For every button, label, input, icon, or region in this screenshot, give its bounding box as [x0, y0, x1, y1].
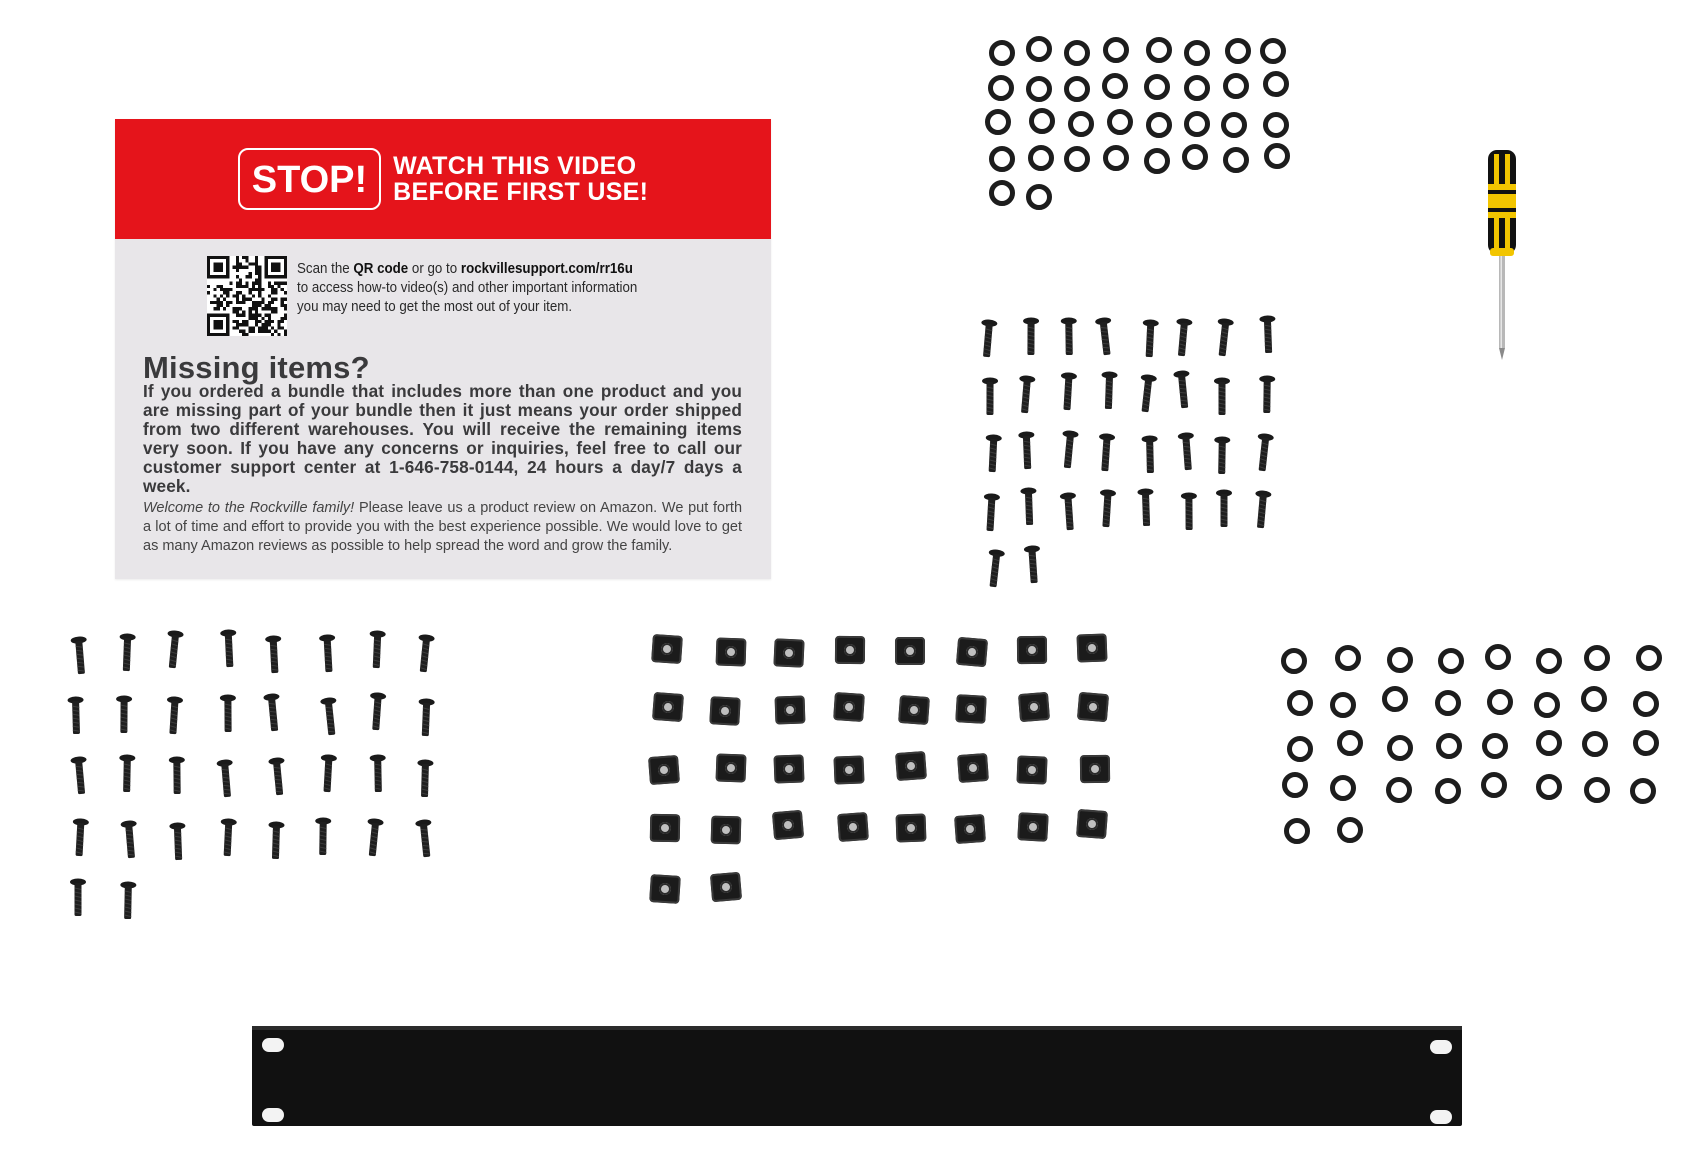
flat-washer: [1534, 692, 1560, 718]
rack-screw: [1213, 377, 1231, 417]
flat-washer: [1026, 36, 1052, 62]
cage-nut: [709, 696, 740, 726]
rack-screw: [1100, 371, 1119, 412]
cage-nut: [955, 694, 987, 724]
rack-screw: [1173, 369, 1195, 411]
flat-washer: [1330, 692, 1356, 718]
rack-screw: [163, 629, 185, 671]
rack-screw: [369, 754, 388, 794]
scan-mid: or go to: [408, 261, 461, 277]
cage-nut: [898, 695, 930, 725]
flat-washer: [1330, 775, 1356, 801]
qr-section: [207, 256, 707, 336]
rack-screw: [66, 696, 85, 736]
rack-screw: [1096, 488, 1116, 529]
rack-screw: [1058, 372, 1078, 413]
flat-washer: [1184, 75, 1210, 101]
rack-screw: [367, 630, 387, 671]
rack-screw: [267, 757, 289, 799]
support-url[interactable]: rockvillesupport.com/rr16u: [460, 261, 633, 277]
flat-washer: [1281, 648, 1307, 674]
cage-nut: [772, 810, 804, 840]
rack-screw: [119, 820, 140, 861]
qr-code-icon: [207, 256, 287, 336]
flat-washer: [1335, 645, 1361, 671]
cage-nut: [1077, 634, 1108, 663]
rack-screw: [981, 492, 1001, 533]
flat-washer: [1260, 38, 1286, 64]
flat-washer: [1536, 774, 1562, 800]
flat-washer: [1263, 71, 1289, 97]
watch-video-text: [393, 153, 648, 205]
flat-washer: [1584, 777, 1610, 803]
rack-screw: [218, 818, 238, 859]
flat-washer: [1337, 730, 1363, 756]
flat-washer: [1184, 111, 1210, 137]
cage-nut: [774, 638, 805, 667]
flat-washer: [1103, 37, 1129, 63]
welcome-italic: Welcome to the Rockville family!: [143, 500, 355, 516]
flat-washer: [985, 109, 1011, 135]
card-banner: [115, 119, 771, 239]
cage-nut: [710, 872, 742, 902]
flat-washer: [1026, 184, 1052, 210]
rack-screw: [168, 756, 186, 796]
flat-washer: [1284, 818, 1310, 844]
rack-screw: [318, 633, 338, 674]
missing-items-body: If you ordered a bundle that includes more than one product and you are missing part of your bundle then it just means your order shipped from two different warehouses. You will receive the remaining items very soon. If you have any concerns or inquiries, feel free to call our customer support center at 1-646-758-0144, 24 hours a day/7 days a week.: [143, 381, 742, 496]
rack-screw: [364, 817, 386, 859]
rack-screw: [1258, 314, 1277, 355]
rack-screw: [216, 758, 237, 799]
rack-screw: [1212, 436, 1231, 476]
rack-screw: [262, 693, 284, 735]
flat-washer: [1103, 145, 1129, 171]
flat-washer: [1068, 111, 1094, 137]
flat-washer: [1633, 691, 1659, 717]
rack-screw: [367, 691, 388, 732]
flat-washer: [1435, 778, 1461, 804]
flat-washer: [1636, 645, 1662, 671]
flat-washer: [1633, 730, 1659, 756]
flat-washer: [1028, 145, 1054, 171]
flat-washer: [1182, 144, 1208, 170]
rack-screw: [314, 817, 333, 857]
scan-pre: Scan the: [297, 261, 354, 277]
cage-nut: [648, 755, 680, 785]
flat-washer: [1263, 112, 1289, 138]
rack-screw: [1019, 487, 1038, 528]
rack-screw: [115, 695, 133, 735]
cage-nut: [774, 755, 805, 784]
cage-nut: [1018, 812, 1049, 842]
rack-screw: [416, 758, 435, 798]
rack-screw: [983, 433, 1003, 474]
rack-screw: [1136, 374, 1158, 416]
rack-screw: [1016, 375, 1037, 416]
cage-nut: [649, 814, 679, 843]
cage-nut: [833, 755, 864, 784]
flat-washer: [1438, 648, 1464, 674]
rack-screw: [318, 754, 338, 795]
scan-line-3: you may need to get the most out of your item.: [297, 299, 573, 315]
rack-screw: [163, 695, 183, 736]
flat-washer: [1107, 109, 1133, 135]
rack-screw: [117, 754, 136, 794]
rack-screw: [1023, 544, 1044, 585]
rack-screw: [266, 821, 285, 862]
cage-nut: [1075, 809, 1107, 839]
flat-washer: [1225, 38, 1251, 64]
rack-screw: [1096, 432, 1117, 473]
flat-washer: [988, 75, 1014, 101]
flat-washer: [1581, 686, 1607, 712]
rack-screw: [1017, 431, 1037, 472]
cage-nut: [833, 692, 865, 722]
rack-screw: [118, 633, 138, 674]
rack-screw: [984, 548, 1006, 590]
flat-washer: [1064, 146, 1090, 172]
rack-screw: [416, 698, 436, 739]
flat-washer: [1337, 817, 1363, 843]
cage-nut: [895, 813, 926, 842]
rack-screw: [1060, 317, 1079, 357]
flat-washer: [1064, 76, 1090, 102]
rack-screw: [169, 822, 188, 863]
cage-nut: [895, 751, 927, 781]
flat-washer: [1485, 644, 1511, 670]
cage-nut: [954, 814, 986, 844]
flat-washer: [1029, 108, 1055, 134]
cage-nut: [1016, 755, 1047, 784]
cage-nut: [835, 636, 865, 664]
rack-screw: [1058, 492, 1079, 533]
rack-screw: [977, 319, 998, 360]
cage-nut: [1079, 755, 1109, 783]
rack-screw: [218, 694, 236, 734]
flat-washer: [1386, 777, 1412, 803]
cage-nut: [651, 634, 683, 664]
rack-screw: [1253, 432, 1275, 474]
rack-screw: [264, 634, 284, 675]
flat-washer: [1026, 76, 1052, 102]
blank-rack-panel: [252, 1020, 1462, 1130]
rack-screw: [1252, 489, 1273, 530]
rack-screw: [1140, 318, 1160, 359]
flat-washer: [1536, 648, 1562, 674]
stop-label: STOP!: [238, 148, 381, 210]
cage-nut: [715, 753, 746, 782]
rack-screw: [69, 755, 91, 796]
flat-washer: [1223, 147, 1249, 173]
rack-screw: [1177, 432, 1198, 473]
flat-washer: [1102, 73, 1128, 99]
watch-line-2: BEFORE FIRST USE!: [393, 178, 649, 206]
missing-items-title: Missing items?: [143, 350, 370, 385]
rack-screw: [1180, 492, 1198, 532]
flat-washer: [1481, 772, 1507, 798]
flat-washer: [1144, 74, 1170, 100]
screwdriver-icon: [1460, 150, 1540, 370]
rack-screw: [1136, 487, 1155, 528]
cage-nut: [1018, 692, 1050, 722]
flat-washer: [989, 40, 1015, 66]
flat-washer: [1146, 37, 1172, 63]
rack-screw: [1094, 316, 1116, 358]
welcome-text: [143, 499, 742, 556]
flat-washer: [1144, 148, 1170, 174]
flat-washer: [989, 146, 1015, 172]
flat-washer: [1282, 772, 1308, 798]
cage-nut: [895, 637, 925, 665]
flat-washer: [1436, 733, 1462, 759]
scan-qr: QR code: [353, 261, 409, 277]
cage-nut: [711, 815, 742, 844]
flat-washer: [1184, 40, 1210, 66]
flat-washer: [989, 180, 1015, 206]
rack-screw: [69, 635, 90, 676]
flat-washer: [1146, 112, 1172, 138]
watch-line-1: WATCH THIS VIDEO: [393, 152, 637, 180]
rack-screw: [1022, 317, 1040, 357]
rack-screw: [414, 633, 436, 675]
cage-nut: [837, 812, 869, 842]
flat-washer: [1287, 736, 1313, 762]
cage-nut: [956, 637, 988, 667]
rack-screw: [414, 818, 436, 860]
rack-screw: [1215, 489, 1233, 529]
flat-washer: [1487, 689, 1513, 715]
rack-screw: [1058, 429, 1080, 471]
flat-washer: [1382, 686, 1408, 712]
cage-nut: [957, 752, 989, 782]
welcome-rest: Please leave us a product review on Amazon. We put forth a lot of time and effort to provide you with the best experience possible. We would love to get as many Amazon reviews as possible to help spread the word and grow the family.: [143, 500, 743, 554]
cage-nut: [652, 692, 684, 722]
cage-nut: [775, 696, 806, 725]
rack-screw: [1172, 317, 1193, 358]
rack-screw: [70, 818, 90, 859]
scan-instructions: [297, 256, 674, 336]
flat-washer: [1582, 731, 1608, 757]
cage-nut: [1016, 636, 1046, 664]
flat-washer: [1264, 143, 1290, 169]
flat-washer: [1584, 645, 1610, 671]
info-card: [115, 119, 771, 579]
rack-screw: [69, 878, 87, 918]
cage-nut: [649, 874, 681, 904]
flat-washer: [1064, 40, 1090, 66]
rack-screw: [1140, 435, 1159, 475]
scan-line-2: to access how-to video(s) and other important information: [297, 280, 638, 296]
flat-washer: [1223, 73, 1249, 99]
flat-washer: [1221, 112, 1247, 138]
flat-washer: [1536, 730, 1562, 756]
rack-screw: [319, 696, 341, 738]
rack-screw: [1213, 317, 1235, 359]
rack-screw: [981, 377, 999, 417]
rack-screw: [119, 881, 138, 921]
cage-nut: [716, 637, 747, 666]
cage-nut: [1077, 692, 1109, 722]
flat-washer: [1387, 735, 1413, 761]
flat-washer: [1287, 690, 1313, 716]
rack-screw: [1258, 375, 1277, 415]
rack-screw: [219, 629, 239, 670]
flat-washer: [1630, 778, 1656, 804]
flat-washer: [1435, 690, 1461, 716]
flat-washer: [1387, 647, 1413, 673]
flat-washer: [1482, 733, 1508, 759]
